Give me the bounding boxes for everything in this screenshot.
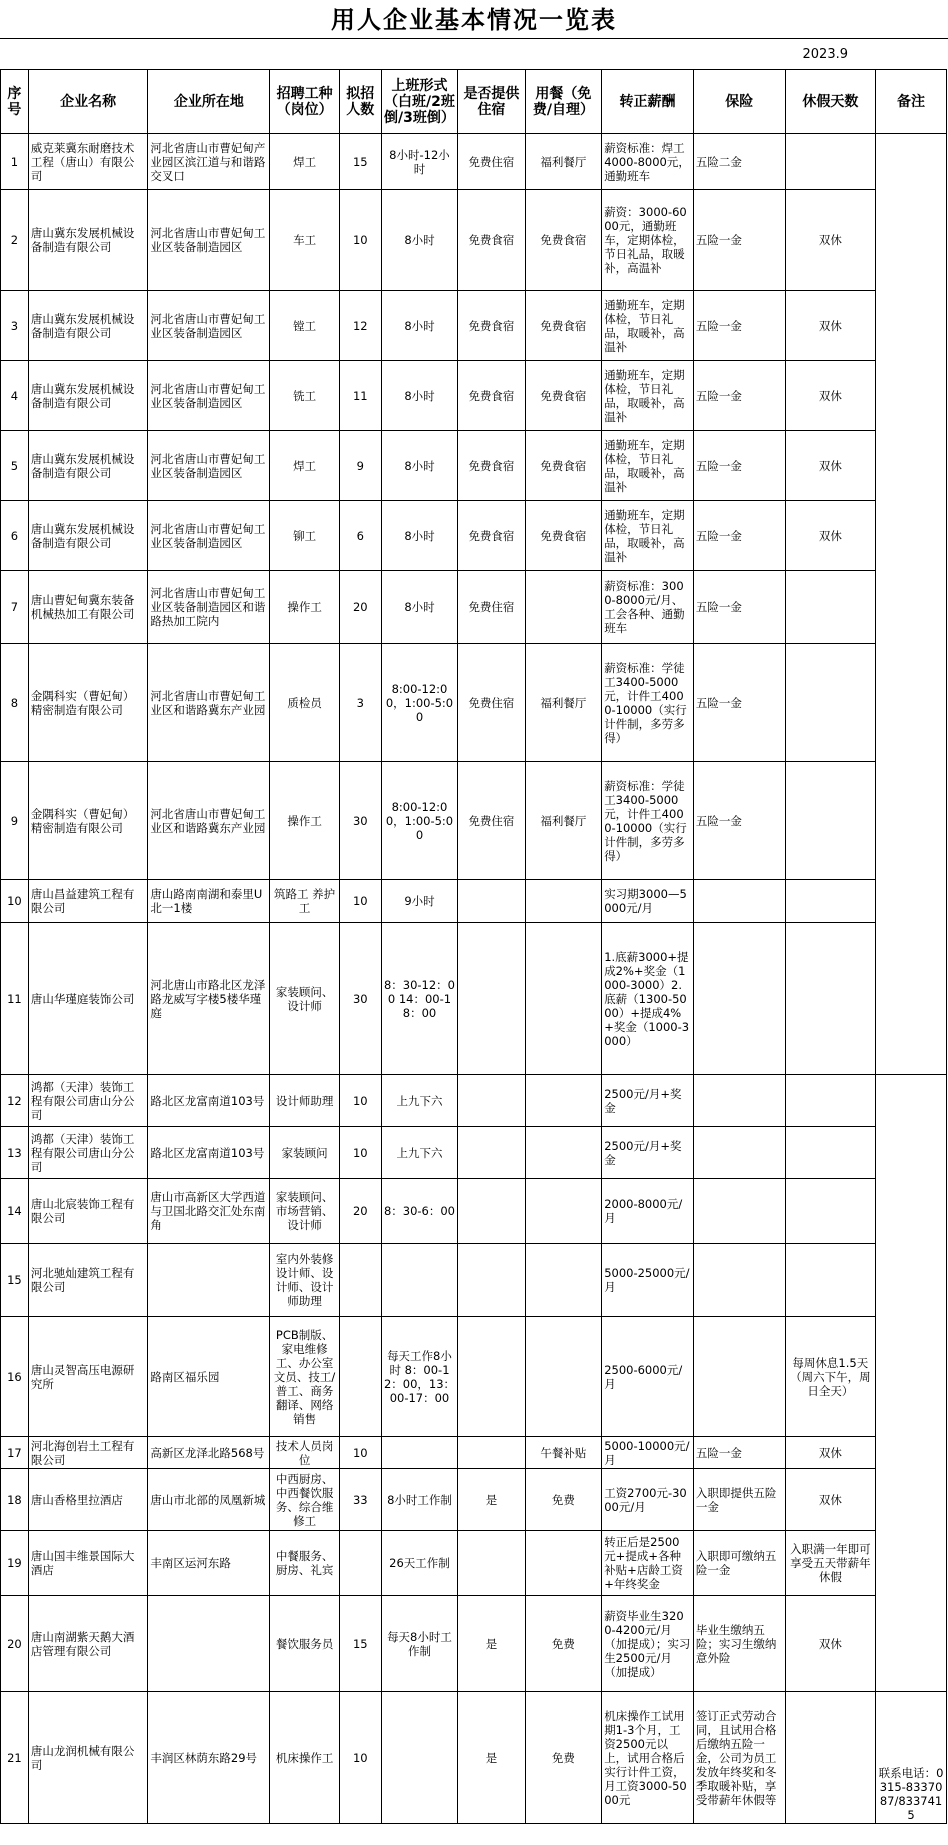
salary: 通勤班车，定期体检，节日礼品，取暖补，高温补 xyxy=(602,361,694,431)
company-location: 河北省唐山市曹妃甸工业区装备制造园区 xyxy=(148,501,270,571)
company-location: 河北省唐山市曹妃甸产业园区滨江道与和谐路交叉口 xyxy=(148,134,270,190)
row-number: 9 xyxy=(1,762,29,880)
company-name: 唐山灵智高压电源研究所 xyxy=(28,1317,148,1437)
meal: 免费食宿 xyxy=(525,361,602,431)
shift-type: 8小时 xyxy=(381,501,458,571)
row-number: 1 xyxy=(1,134,29,190)
remark xyxy=(876,134,947,1075)
shift-type: 8：30-6：00 xyxy=(381,1179,458,1244)
table-row xyxy=(1,431,947,501)
insurance xyxy=(693,1317,785,1437)
shift-type: 上九下六 xyxy=(381,1127,458,1179)
lodging xyxy=(458,1317,525,1437)
shift-type: 8:00-12:00，1:00-5:00 xyxy=(381,762,458,880)
shift-type xyxy=(381,1692,458,1824)
company-location: 高新区龙泽北路568号 xyxy=(148,1437,270,1469)
header-cell: 转正薪酬 xyxy=(602,70,694,134)
shift-type xyxy=(381,1244,458,1317)
hire-count: 33 xyxy=(339,1469,381,1531)
company-location: 河北省唐山市曹妃甸工业区装备制造园区和谐路热加工院内 xyxy=(148,571,270,644)
leave-days: 每周休息1.5天（周六下午，周日全天） xyxy=(785,1317,876,1437)
leave-days: 双休 xyxy=(785,431,876,501)
company-location: 河北省唐山市曹妃甸工业区和谐路冀东产业园 xyxy=(148,644,270,762)
row-number: 20 xyxy=(1,1596,29,1692)
table-row xyxy=(1,501,947,571)
company-location: 路北区龙富南道103号 xyxy=(148,1075,270,1127)
insurance xyxy=(693,923,785,1075)
salary: 2500元/月+奖金 xyxy=(602,1127,694,1179)
header-cell: 企业名称 xyxy=(28,70,148,134)
table-row xyxy=(1,880,947,923)
lodging xyxy=(458,1531,525,1596)
hire-count xyxy=(339,1244,381,1317)
insurance xyxy=(693,1127,785,1179)
insurance xyxy=(693,1075,785,1127)
row-number: 5 xyxy=(1,431,29,501)
hire-count: 30 xyxy=(339,762,381,880)
job-title: 质检员 xyxy=(270,644,340,762)
insurance xyxy=(693,1244,785,1317)
company-name: 唐山华瑾庭装饰公司 xyxy=(28,923,148,1075)
meal xyxy=(525,1075,602,1127)
insurance: 五险一金 xyxy=(693,644,785,762)
company-name: 河北驰灿建筑工程有限公司 xyxy=(28,1244,148,1317)
insurance xyxy=(693,1179,785,1244)
insurance: 五险二金 xyxy=(693,134,785,190)
insurance: 毕业生缴纳五险；实习生缴纳意外险 xyxy=(693,1596,785,1692)
lodging: 免费食宿 xyxy=(458,501,525,571)
company-location xyxy=(148,1244,270,1317)
insurance: 五险一金 xyxy=(693,431,785,501)
lodging: 免费食宿 xyxy=(458,291,525,361)
salary: 薪资毕业生3200-4200元/月（加提成）；实习生2500元/月（加提成） xyxy=(602,1596,694,1692)
meal xyxy=(525,923,602,1075)
salary: 通勤班车，定期体检，节日礼品，取暖补，高温补 xyxy=(602,431,694,501)
insurance: 五险一金 xyxy=(693,190,785,291)
page-title: 用人企业基本情况一览表 xyxy=(331,5,617,34)
hire-count xyxy=(339,1531,381,1596)
insurance: 五险一金 xyxy=(693,762,785,880)
insurance: 签订正式劳动合同，且试用合格后缴纳五险一金，公司为员工发放年终奖和冬季取暖补贴，享受带薪年休假等 xyxy=(693,1692,785,1824)
hire-count: 15 xyxy=(339,1596,381,1692)
hire-count: 10 xyxy=(339,1075,381,1127)
job-title: 餐饮服务员 xyxy=(270,1596,340,1692)
insurance: 五险一金 xyxy=(693,291,785,361)
header-cell: 是否提供住宿 xyxy=(458,70,525,134)
header-cell: 用餐（免费/自理） xyxy=(525,70,602,134)
lodging xyxy=(458,880,525,923)
lodging: 免费住宿 xyxy=(458,134,525,190)
row-number: 4 xyxy=(1,361,29,431)
meal: 免费食宿 xyxy=(525,190,602,291)
hire-count: 10 xyxy=(339,880,381,923)
company-location: 河北省唐山市曹妃甸工业区装备制造园区 xyxy=(148,190,270,291)
company-name: 金隅科实（曹妃甸）精密制造有限公司 xyxy=(28,762,148,880)
remark: 联系电话：0315-8337087/8337415 xyxy=(876,1692,947,1824)
table-row xyxy=(1,1179,947,1244)
insurance: 五险一金 xyxy=(693,361,785,431)
hire-count: 10 xyxy=(339,1437,381,1469)
salary: 机床操作工试用期1-3个月，工资2500元以上，试用合格后实行计件工资，月工资3000-5000元 xyxy=(602,1692,694,1824)
meal xyxy=(525,1179,602,1244)
salary: 通勤班车，定期体检，节日礼品，取暖补，高温补 xyxy=(602,501,694,571)
table-row xyxy=(1,361,947,431)
table-row xyxy=(1,1317,947,1437)
company-location xyxy=(148,1596,270,1692)
shift-type: 8小时 xyxy=(381,291,458,361)
leave-days: 双休 xyxy=(785,1596,876,1692)
leave-days: 双休 xyxy=(785,1437,876,1469)
company-name: 鸿都（天津）装饰工程有限公司唐山分公司 xyxy=(28,1127,148,1179)
lodging: 免费食宿 xyxy=(458,431,525,501)
lodging xyxy=(458,1437,525,1469)
meal: 免费 xyxy=(525,1692,602,1824)
company-name: 唐山香格里拉酒店 xyxy=(28,1469,148,1531)
company-name: 唐山国丰维景国际大酒店 xyxy=(28,1531,148,1596)
leave-days: 双休 xyxy=(785,1469,876,1531)
shift-type: 8:00-12:00，1:00-5:00 xyxy=(381,644,458,762)
header-cell: 序号 xyxy=(1,70,29,134)
hire-count: 10 xyxy=(339,1127,381,1179)
company-location: 河北省唐山市曹妃甸工业区装备制造园区 xyxy=(148,431,270,501)
job-title: 中餐服务、厨房、礼宾 xyxy=(270,1531,340,1596)
insurance: 五险一金 xyxy=(693,571,785,644)
leave-days: 双休 xyxy=(785,190,876,291)
lodging xyxy=(458,1179,525,1244)
company-location: 丰润区林荫东路29号 xyxy=(148,1692,270,1824)
meal: 免费 xyxy=(525,1469,602,1531)
company-location: 路北区龙富南道103号 xyxy=(148,1127,270,1179)
row-number: 14 xyxy=(1,1179,29,1244)
header-cell: 备注 xyxy=(876,70,947,134)
remark xyxy=(876,1075,947,1692)
job-title: PCB制版、家电维修工、办公室文员、技工/普工、商务翻译、网络销售 xyxy=(270,1317,340,1437)
shift-type: 每天工作8小时 8：00-12：00，13：00-17：00 xyxy=(381,1317,458,1437)
hire-count: 20 xyxy=(339,1179,381,1244)
header-row xyxy=(1,70,947,134)
company-name: 唐山冀东发展机械设备制造有限公司 xyxy=(28,361,148,431)
company-location: 河北省唐山市曹妃甸工业区和谐路冀东产业园 xyxy=(148,762,270,880)
company-name: 鸿都（天津）装饰工程有限公司唐山分公司 xyxy=(28,1075,148,1127)
row-number: 19 xyxy=(1,1531,29,1596)
hire-count xyxy=(339,1317,381,1437)
leave-days: 入职满一年即可享受五天带薪年休假 xyxy=(785,1531,876,1596)
meal xyxy=(525,1127,602,1179)
table-row xyxy=(1,1075,947,1127)
insurance: 五险一金 xyxy=(693,501,785,571)
meal: 免费食宿 xyxy=(525,291,602,361)
lodging: 是 xyxy=(458,1469,525,1531)
meal: 免费 xyxy=(525,1596,602,1692)
job-title: 技术人员岗位 xyxy=(270,1437,340,1469)
shift-type: 8小时 xyxy=(381,190,458,291)
insurance xyxy=(693,880,785,923)
job-title: 操作工 xyxy=(270,571,340,644)
job-title: 设计师助理 xyxy=(270,1075,340,1127)
salary: 工资2700元-3000元/月 xyxy=(602,1469,694,1531)
lodging: 免费食宿 xyxy=(458,190,525,291)
leave-days xyxy=(785,644,876,762)
company-name: 唐山冀东发展机械设备制造有限公司 xyxy=(28,190,148,291)
leave-days xyxy=(785,1244,876,1317)
job-title: 室内外装修设计师、设计师、设计师助理 xyxy=(270,1244,340,1317)
row-number: 3 xyxy=(1,291,29,361)
salary: 转正后是2500元+提成+各种补贴+店龄工资+年终奖金 xyxy=(602,1531,694,1596)
salary: 通勤班车，定期体检，节日礼品，取暖补，高温补 xyxy=(602,291,694,361)
job-title: 镗工 xyxy=(270,291,340,361)
job-title: 车工 xyxy=(270,190,340,291)
company-name: 金隅科实（曹妃甸）精密制造有限公司 xyxy=(28,644,148,762)
company-name: 唐山冀东发展机械设备制造有限公司 xyxy=(28,291,148,361)
table-row xyxy=(1,1692,947,1824)
hire-count: 9 xyxy=(339,431,381,501)
hire-count: 30 xyxy=(339,923,381,1075)
row-number: 13 xyxy=(1,1127,29,1179)
company-name: 唐山曹妃甸冀东装备机械热加工有限公司 xyxy=(28,571,148,644)
salary: 薪资标准：学徒工3400-5000元，计件工4000-10000（实行计件制，多劳多得） xyxy=(602,762,694,880)
meal: 免费食宿 xyxy=(525,501,602,571)
row-number: 17 xyxy=(1,1437,29,1469)
hire-count: 11 xyxy=(339,361,381,431)
job-title: 家装顾问 xyxy=(270,1127,340,1179)
row-number: 11 xyxy=(1,923,29,1075)
shift-type: 8小时工作制 xyxy=(381,1469,458,1531)
company-location: 丰南区运河东路 xyxy=(148,1531,270,1596)
table-row xyxy=(1,923,947,1075)
company-table xyxy=(0,69,947,1824)
salary: 5000-25000元/月 xyxy=(602,1244,694,1317)
company-name: 唐山南湖紫天鹅大酒店管理有限公司 xyxy=(28,1596,148,1692)
job-title: 筑路工 养护工 xyxy=(270,880,340,923)
company-name: 唐山冀东发展机械设备制造有限公司 xyxy=(28,431,148,501)
job-title: 家装顾问、设计师 xyxy=(270,923,340,1075)
job-title: 中西厨房、中西餐饮服务、综合维修工 xyxy=(270,1469,340,1531)
table-row xyxy=(1,1437,947,1469)
hire-count: 15 xyxy=(339,134,381,190)
meal: 免费食宿 xyxy=(525,431,602,501)
leave-days: 双休 xyxy=(785,291,876,361)
row-number: 16 xyxy=(1,1317,29,1437)
company-name: 唐山冀东发展机械设备制造有限公司 xyxy=(28,501,148,571)
salary: 实习期3000—5000元/月 xyxy=(602,880,694,923)
leave-days xyxy=(785,134,876,190)
company-location: 唐山市高新区大学西道与卫国北路交汇处东南角 xyxy=(148,1179,270,1244)
shift-type: 8：30-12：00 14：00-18：00 xyxy=(381,923,458,1075)
company-location: 河北省唐山市曹妃甸工业区装备制造园区 xyxy=(148,291,270,361)
leave-days xyxy=(785,1179,876,1244)
company-name: 唐山北宸装饰工程有限公司 xyxy=(28,1179,148,1244)
meal xyxy=(525,571,602,644)
row-number: 2 xyxy=(1,190,29,291)
row-number: 12 xyxy=(1,1075,29,1127)
shift-type: 8小时 xyxy=(381,571,458,644)
header-cell: 上班形式（白班/2班倒/3班倒） xyxy=(381,70,458,134)
company-location: 唐山路南南湖和泰里U北一1楼 xyxy=(148,880,270,923)
row-number: 18 xyxy=(1,1469,29,1531)
table-row xyxy=(1,762,947,880)
table-row xyxy=(1,571,947,644)
shift-type: 26天工作制 xyxy=(381,1531,458,1596)
job-title: 家装顾问、市场营销、设计师 xyxy=(270,1179,340,1244)
table-row xyxy=(1,291,947,361)
date-label: 2023.9 xyxy=(802,47,848,62)
hire-count: 20 xyxy=(339,571,381,644)
leave-days: 双休 xyxy=(785,361,876,431)
shift-type: 8小时 xyxy=(381,361,458,431)
row-number: 6 xyxy=(1,501,29,571)
job-title: 铆工 xyxy=(270,501,340,571)
header-cell: 企业所在地 xyxy=(148,70,270,134)
job-title: 操作工 xyxy=(270,762,340,880)
job-title: 焊工 xyxy=(270,431,340,501)
company-name: 河北海创岩土工程有限公司 xyxy=(28,1437,148,1469)
date-row xyxy=(0,38,948,69)
table-row xyxy=(1,190,947,291)
meal xyxy=(525,1531,602,1596)
salary: 薪资：3000-6000元，通勤班车，定期体检，节日礼品，取暖补，高温补 xyxy=(602,190,694,291)
lodging xyxy=(458,1075,525,1127)
hire-count: 12 xyxy=(339,291,381,361)
shift-type: 8小时 xyxy=(381,431,458,501)
table-row xyxy=(1,1127,947,1179)
job-title: 铣工 xyxy=(270,361,340,431)
salary: 薪资标准：学徒工3400-5000元，计件工4000-10000（实行计件制，多劳多得） xyxy=(602,644,694,762)
hire-count: 10 xyxy=(339,1692,381,1824)
salary: 2500元/月+奖金 xyxy=(602,1075,694,1127)
table-row xyxy=(1,134,947,190)
salary: 2500-6000元/月 xyxy=(602,1317,694,1437)
meal xyxy=(525,880,602,923)
job-title: 机床操作工 xyxy=(270,1692,340,1824)
lodging xyxy=(458,923,525,1075)
salary: 5000-10000元/月 xyxy=(602,1437,694,1469)
salary: 薪资标准：3000-8000元/月、工会各种、通勤班车 xyxy=(602,571,694,644)
meal xyxy=(525,1244,602,1317)
lodging: 免费住宿 xyxy=(458,644,525,762)
leave-days xyxy=(785,762,876,880)
header-cell: 招聘工种（岗位） xyxy=(270,70,340,134)
row-number: 8 xyxy=(1,644,29,762)
row-number: 15 xyxy=(1,1244,29,1317)
hire-count: 3 xyxy=(339,644,381,762)
leave-days xyxy=(785,1692,876,1824)
shift-type: 上九下六 xyxy=(381,1075,458,1127)
company-location: 路南区福乐园 xyxy=(148,1317,270,1437)
row-number: 21 xyxy=(1,1692,29,1824)
lodging: 免费住宿 xyxy=(458,571,525,644)
header-cell: 保险 xyxy=(693,70,785,134)
meal: 午餐补贴 xyxy=(525,1437,602,1469)
leave-days xyxy=(785,571,876,644)
shift-type xyxy=(381,1437,458,1469)
insurance: 入职即可缴纳五险一金 xyxy=(693,1531,785,1596)
company-location: 河北唐山市路北区龙泽路龙威写字楼5楼华瑾庭 xyxy=(148,923,270,1075)
company-name: 唐山龙润机械有限公司 xyxy=(28,1692,148,1824)
insurance: 入职即提供五险一金 xyxy=(693,1469,785,1531)
company-location: 唐山市北部的凤凰新城 xyxy=(148,1469,270,1531)
meal: 福利餐厅 xyxy=(525,644,602,762)
insurance: 五险一金 xyxy=(693,1437,785,1469)
table-row xyxy=(1,1596,947,1692)
leave-days xyxy=(785,1127,876,1179)
company-location: 河北省唐山市曹妃甸工业区装备制造园区 xyxy=(148,361,270,431)
lodging xyxy=(458,1127,525,1179)
lodging xyxy=(458,1244,525,1317)
table-row xyxy=(1,1244,947,1317)
lodging: 是 xyxy=(458,1692,525,1824)
table-row xyxy=(1,644,947,762)
leave-days xyxy=(785,923,876,1075)
company-name: 唐山昌益建筑工程有限公司 xyxy=(28,880,148,923)
job-title: 焊工 xyxy=(270,134,340,190)
lodging: 是 xyxy=(458,1596,525,1692)
table-row xyxy=(1,1531,947,1596)
salary: 2000-8000元/月 xyxy=(602,1179,694,1244)
row-number: 10 xyxy=(1,880,29,923)
leave-days xyxy=(785,880,876,923)
hire-count: 6 xyxy=(339,501,381,571)
row-number: 7 xyxy=(1,571,29,644)
leave-days xyxy=(785,1075,876,1127)
lodging: 免费住宿 xyxy=(458,762,525,880)
header-cell: 休假天数 xyxy=(785,70,876,134)
salary: 薪资标准：焊工4000-8000元，通勤班车 xyxy=(602,134,694,190)
header-cell: 拟招人数 xyxy=(339,70,381,134)
salary: 1.底薪3000+提成2%+奖金（1000-3000）2.底薪（1300-5000）+提成4%+奖金（1000-3000） xyxy=(602,923,694,1075)
lodging: 免费食宿 xyxy=(458,361,525,431)
shift-type: 8小时-12小时 xyxy=(381,134,458,190)
shift-type: 每天8小时工作制 xyxy=(381,1596,458,1692)
meal xyxy=(525,1317,602,1437)
leave-days: 双休 xyxy=(785,501,876,571)
shift-type: 9小时 xyxy=(381,880,458,923)
company-name: 威克莱冀东耐磨技术工程（唐山）有限公司 xyxy=(28,134,148,190)
meal: 福利餐厅 xyxy=(525,134,602,190)
table-row xyxy=(1,1469,947,1531)
hire-count: 10 xyxy=(339,190,381,291)
meal: 福利餐厅 xyxy=(525,762,602,880)
